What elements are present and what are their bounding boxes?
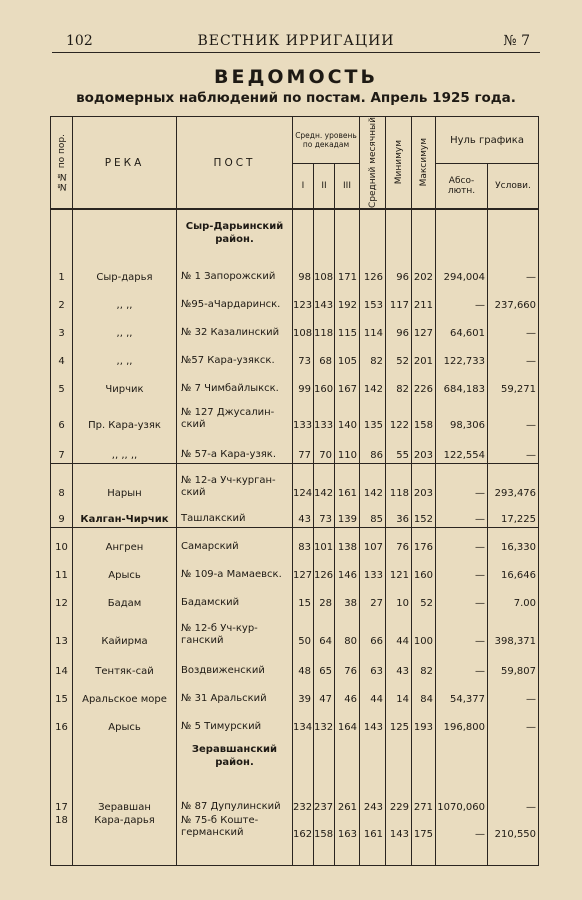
cell-post: №57 Кара-узякск. <box>177 341 293 369</box>
cell-post: Воздвиженский <box>177 649 293 679</box>
cell-d1: 77 <box>293 433 314 463</box>
col-header-no <box>51 117 73 210</box>
table-row <box>51 313 539 341</box>
cell-d2: 28 <box>314 583 335 611</box>
cell-d1: 48 <box>293 649 314 679</box>
cell-d2: 108 <box>314 257 335 285</box>
cell-d2: 158 <box>314 815 335 865</box>
table-row <box>51 501 539 527</box>
cell-cond: — <box>488 341 539 369</box>
table-row <box>51 285 539 313</box>
cell-d2: 237 <box>314 779 335 815</box>
cell-d2: 70 <box>314 433 335 463</box>
cell-abs: — <box>436 611 488 649</box>
cell-river: Кара-дарья <box>73 815 177 865</box>
cell-post: № 127 Джусалин-ский <box>177 397 293 433</box>
cell-river: Аральское море <box>73 679 177 707</box>
cell-no: 9 <box>51 501 73 527</box>
cell-d2: 160 <box>314 369 335 397</box>
cell-min: 143 <box>386 815 412 865</box>
cell-empty <box>335 209 360 257</box>
cell-empty <box>488 735 539 779</box>
cell-mon: 63 <box>360 649 386 679</box>
cell-post: № 32 Казалинский <box>177 313 293 341</box>
col-header-dekad-avg: Средн. уровень по декадам <box>293 117 360 164</box>
cell-post: Ташлакский <box>177 501 293 527</box>
table-row <box>51 679 539 707</box>
journal-title: ВЕСТНИК ИРРИГАЦИИ <box>197 33 395 49</box>
table-row <box>51 369 539 397</box>
cell-cond: 398,371 <box>488 611 539 649</box>
cell-abs: 98,306 <box>436 397 488 433</box>
cell-abs: 684,183 <box>436 369 488 397</box>
cell-mon: 86 <box>360 433 386 463</box>
cell-mon: 44 <box>360 679 386 707</box>
cell-d3: 110 <box>335 433 360 463</box>
cell-d1: 127 <box>293 555 314 583</box>
region-row <box>51 735 539 779</box>
cell-d1: 232 <box>293 779 314 815</box>
cell-mon: 133 <box>360 555 386 583</box>
cell-min: 36 <box>386 501 412 527</box>
cell-min: 122 <box>386 397 412 433</box>
cell-max: 100 <box>412 611 436 649</box>
cell-empty <box>51 209 73 257</box>
cell-no: 16 <box>51 707 73 735</box>
cell-no: 4 <box>51 341 73 369</box>
cell-abs: 196,800 <box>436 707 488 735</box>
vertical-header-label: Минимум <box>393 140 404 185</box>
cell-min: 14 <box>386 679 412 707</box>
cell-min: 43 <box>386 649 412 679</box>
cell-river: ,, ,, <box>73 341 177 369</box>
col-header-min <box>386 117 412 210</box>
cell-cond: — <box>488 433 539 463</box>
region-row <box>51 209 539 257</box>
cell-no: 18 <box>51 815 73 865</box>
cell-d1: 99 <box>293 369 314 397</box>
table-row <box>51 341 539 369</box>
col-header-dek3: III <box>335 164 360 209</box>
cell-abs: — <box>436 285 488 313</box>
cell-no: 14 <box>51 649 73 679</box>
table-row <box>51 527 539 555</box>
col-header-cond: Услови. <box>488 164 539 209</box>
cell-river: Сыр-дарья <box>73 257 177 285</box>
cell-mon: 142 <box>360 369 386 397</box>
cell-abs: — <box>436 649 488 679</box>
cell-post: № 12-а Уч-курган-ский <box>177 463 293 501</box>
document-title: ВЕДОМОСТЬ <box>214 66 378 88</box>
cell-d2: 101 <box>314 527 335 555</box>
cell-river: ,, ,, <box>73 285 177 313</box>
cell-d1: 39 <box>293 679 314 707</box>
cell-d3: 138 <box>335 527 360 555</box>
vertical-header-label: Максимум <box>418 138 429 187</box>
cell-no: 13 <box>51 611 73 649</box>
col-header-post: ПОСТ <box>177 117 293 210</box>
cell-mon: 107 <box>360 527 386 555</box>
cell-river: Ангрен <box>73 527 177 555</box>
cell-max: 202 <box>412 257 436 285</box>
cell-abs: 64,601 <box>436 313 488 341</box>
cell-d3: 38 <box>335 583 360 611</box>
cell-d1: 123 <box>293 285 314 313</box>
cell-d3: 161 <box>335 463 360 501</box>
cell-d1: 43 <box>293 501 314 527</box>
cell-d1: 162 <box>293 815 314 865</box>
cell-cond: 210,550 <box>488 815 539 865</box>
cell-min: 121 <box>386 555 412 583</box>
cell-mon: 142 <box>360 463 386 501</box>
cell-post: № 57-а Кара-узяк. <box>177 433 293 463</box>
cell-max: 203 <box>412 463 436 501</box>
cell-abs: — <box>436 501 488 527</box>
cell-mon: 153 <box>360 285 386 313</box>
cell-river: Арысь <box>73 707 177 735</box>
cell-river: Зеравшан <box>73 779 177 815</box>
cell-d2: 47 <box>314 679 335 707</box>
cell-cond: 59,271 <box>488 369 539 397</box>
cell-max: 52 <box>412 583 436 611</box>
cell-min: 229 <box>386 779 412 815</box>
cell-river: Пр. Кара-узяк <box>73 397 177 433</box>
cell-max: 158 <box>412 397 436 433</box>
cell-post: Самарский <box>177 527 293 555</box>
cell-abs: 1070,060 <box>436 779 488 815</box>
cell-empty <box>436 735 488 779</box>
cell-d2: 118 <box>314 313 335 341</box>
cell-river: ,, ,, <box>73 313 177 341</box>
table-body <box>51 209 539 865</box>
cell-empty <box>293 735 314 779</box>
cell-d3: 261 <box>335 779 360 815</box>
cell-no: 5 <box>51 369 73 397</box>
observations-table <box>50 116 539 866</box>
cell-empty <box>360 209 386 257</box>
cell-empty <box>412 735 436 779</box>
cell-cond: 7.00 <box>488 583 539 611</box>
cell-river: Кайирма <box>73 611 177 649</box>
cell-min: 52 <box>386 341 412 369</box>
cell-d3: 139 <box>335 501 360 527</box>
cell-min: 117 <box>386 285 412 313</box>
cell-d1: 108 <box>293 313 314 341</box>
cell-empty <box>360 735 386 779</box>
table-row <box>51 433 539 463</box>
table-row <box>51 463 539 501</box>
table-row <box>51 611 539 649</box>
table-row <box>51 555 539 583</box>
cell-mon: 243 <box>360 779 386 815</box>
cell-cond: — <box>488 397 539 433</box>
table-row <box>51 649 539 679</box>
col-header-dek2: II <box>314 164 335 209</box>
vertical-header-label: Средний месячный <box>367 117 378 209</box>
page-number: 102 <box>66 33 93 49</box>
cell-cond: — <box>488 707 539 735</box>
cell-mon: 161 <box>360 815 386 865</box>
cell-post: № 31 Аральский <box>177 679 293 707</box>
cell-cond: 16,646 <box>488 555 539 583</box>
cell-abs: 54,377 <box>436 679 488 707</box>
cell-post: № 87 Дупулинский <box>177 779 293 815</box>
cell-mon: 126 <box>360 257 386 285</box>
cell-min: 44 <box>386 611 412 649</box>
cell-river: Тентяк-сай <box>73 649 177 679</box>
cell-d3: 115 <box>335 313 360 341</box>
cell-d1: 134 <box>293 707 314 735</box>
cell-min: 10 <box>386 583 412 611</box>
cell-post: №95-аЧардаринск. <box>177 285 293 313</box>
cell-no: 1 <box>51 257 73 285</box>
cell-no: 11 <box>51 555 73 583</box>
cell-empty <box>335 735 360 779</box>
cell-river: Нарын <box>73 463 177 501</box>
cell-empty <box>488 209 539 257</box>
region-heading-syr: Сыр-Дарьинский район. <box>177 209 293 257</box>
cell-empty <box>314 735 335 779</box>
cell-river: Калган-Чирчик <box>73 501 177 527</box>
cell-abs: — <box>436 555 488 583</box>
cell-max: 82 <box>412 649 436 679</box>
cell-abs: — <box>436 583 488 611</box>
cell-river: Бадам <box>73 583 177 611</box>
cell-cond: — <box>488 257 539 285</box>
cell-d1: 73 <box>293 341 314 369</box>
cell-empty <box>51 735 73 779</box>
cell-max: 175 <box>412 815 436 865</box>
table-row <box>51 583 539 611</box>
cell-d3: 105 <box>335 341 360 369</box>
cell-abs: — <box>436 527 488 555</box>
cell-d2: 64 <box>314 611 335 649</box>
cell-d3: 76 <box>335 649 360 679</box>
cell-min: 55 <box>386 433 412 463</box>
cell-d3: 80 <box>335 611 360 649</box>
cell-mon: 82 <box>360 341 386 369</box>
cell-no: 2 <box>51 285 73 313</box>
cell-abs: — <box>436 815 488 865</box>
cell-d3: 171 <box>335 257 360 285</box>
cell-d3: 163 <box>335 815 360 865</box>
cell-abs: — <box>436 463 488 501</box>
cell-river: Арысь <box>73 555 177 583</box>
cell-river: ,, ,, ,, <box>73 433 177 463</box>
cell-min: 76 <box>386 527 412 555</box>
cell-abs: 122,733 <box>436 341 488 369</box>
cell-max: 127 <box>412 313 436 341</box>
cell-empty <box>386 209 412 257</box>
cell-d1: 50 <box>293 611 314 649</box>
table-row <box>51 815 539 865</box>
cell-empty <box>412 209 436 257</box>
cell-d2: 73 <box>314 501 335 527</box>
cell-cond: — <box>488 679 539 707</box>
cell-post: Бадамский <box>177 583 293 611</box>
cell-max: 211 <box>412 285 436 313</box>
cell-d2: 132 <box>314 707 335 735</box>
cell-mon: 85 <box>360 501 386 527</box>
cell-no: 6 <box>51 397 73 433</box>
cell-max: 160 <box>412 555 436 583</box>
cell-d2: 68 <box>314 341 335 369</box>
cell-mon: 66 <box>360 611 386 649</box>
cell-river: Чирчик <box>73 369 177 397</box>
col-header-abs: Абсо-лютн. <box>436 164 488 209</box>
cell-cond: 293,476 <box>488 463 539 501</box>
cell-empty <box>386 735 412 779</box>
cell-cond: — <box>488 313 539 341</box>
cell-post: № 1 Запорожский <box>177 257 293 285</box>
col-header-river: РЕКА <box>73 117 177 210</box>
cell-abs: 122,554 <box>436 433 488 463</box>
cell-no: 17 <box>51 779 73 815</box>
col-header-monthly <box>360 117 386 210</box>
cell-d2: 133 <box>314 397 335 433</box>
col-header-null: Нуль графика <box>436 117 539 164</box>
vertical-header-label: №№ по пор. <box>56 133 67 192</box>
cell-max: 271 <box>412 779 436 815</box>
cell-post: № 5 Тимурский <box>177 707 293 735</box>
cell-max: 152 <box>412 501 436 527</box>
document-subtitle: водомерных наблюдений по постам. Апрель 1925 года. <box>76 90 516 106</box>
cell-min: 96 <box>386 313 412 341</box>
cell-empty <box>73 735 177 779</box>
cell-max: 193 <box>412 707 436 735</box>
cell-no: 10 <box>51 527 73 555</box>
col-header-dek1: I <box>293 164 314 209</box>
cell-empty <box>436 209 488 257</box>
page-header <box>52 30 540 53</box>
cell-cond: 16,330 <box>488 527 539 555</box>
cell-max: 201 <box>412 341 436 369</box>
cell-d1: 15 <box>293 583 314 611</box>
cell-post: № 12-б Уч-кур-ганский <box>177 611 293 649</box>
cell-cond: — <box>488 779 539 815</box>
cell-cond: 59,807 <box>488 649 539 679</box>
cell-d2: 142 <box>314 463 335 501</box>
issue-number: № 7 <box>503 33 530 49</box>
cell-max: 84 <box>412 679 436 707</box>
cell-post: № 7 Чимбайлыкск. <box>177 369 293 397</box>
cell-d3: 146 <box>335 555 360 583</box>
cell-d3: 164 <box>335 707 360 735</box>
cell-abs: 294,004 <box>436 257 488 285</box>
cell-min: 125 <box>386 707 412 735</box>
cell-min: 82 <box>386 369 412 397</box>
cell-d2: 143 <box>314 285 335 313</box>
cell-max: 226 <box>412 369 436 397</box>
cell-mon: 27 <box>360 583 386 611</box>
cell-no: 3 <box>51 313 73 341</box>
cell-min: 96 <box>386 257 412 285</box>
cell-post: № 109-а Мамаевск. <box>177 555 293 583</box>
cell-cond: 17,225 <box>488 501 539 527</box>
cell-max: 176 <box>412 527 436 555</box>
cell-empty <box>73 209 177 257</box>
cell-min: 118 <box>386 463 412 501</box>
table-row <box>51 779 539 815</box>
cell-d3: 192 <box>335 285 360 313</box>
cell-d1: 124 <box>293 463 314 501</box>
col-header-max <box>412 117 436 210</box>
cell-no: 7 <box>51 433 73 463</box>
cell-mon: 135 <box>360 397 386 433</box>
table-row <box>51 397 539 433</box>
cell-no: 12 <box>51 583 73 611</box>
cell-d1: 83 <box>293 527 314 555</box>
table-row <box>51 707 539 735</box>
cell-mon: 114 <box>360 313 386 341</box>
cell-no: 15 <box>51 679 73 707</box>
cell-d1: 133 <box>293 397 314 433</box>
cell-empty <box>314 209 335 257</box>
cell-max: 203 <box>412 433 436 463</box>
cell-d2: 65 <box>314 649 335 679</box>
cell-post: № 75-б Коште-германский <box>177 815 293 865</box>
cell-mon: 143 <box>360 707 386 735</box>
cell-d3: 140 <box>335 397 360 433</box>
cell-cond: 237,660 <box>488 285 539 313</box>
table-row <box>51 257 539 285</box>
cell-d1: 98 <box>293 257 314 285</box>
cell-empty <box>293 209 314 257</box>
cell-d2: 126 <box>314 555 335 583</box>
cell-d3: 46 <box>335 679 360 707</box>
cell-d3: 167 <box>335 369 360 397</box>
cell-no: 8 <box>51 463 73 501</box>
region-heading-zer: Зеравшанский район. <box>177 735 293 779</box>
